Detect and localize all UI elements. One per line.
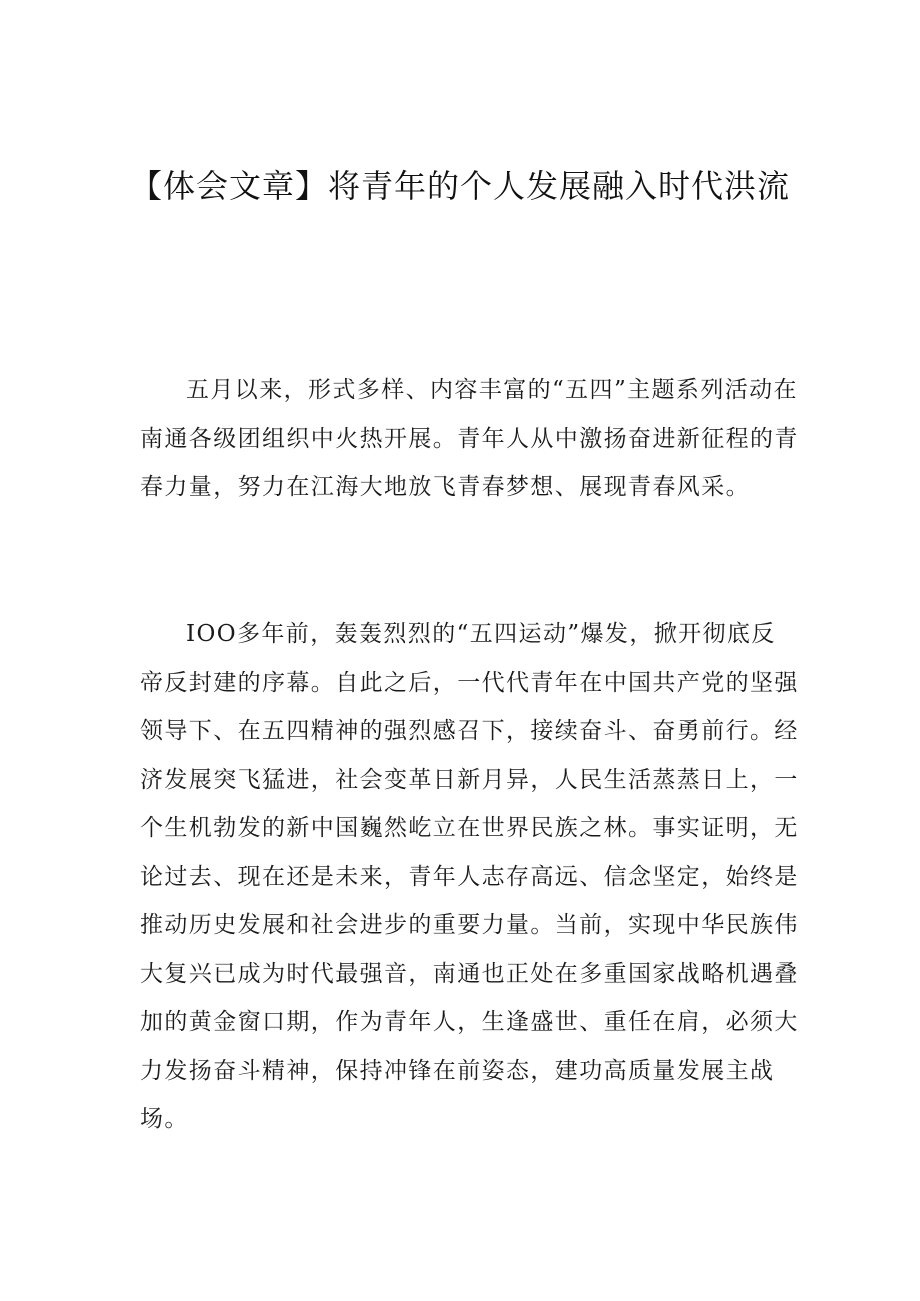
article-title: 【体会文章】将青年的个人发展融入时代洪流: [130, 167, 791, 205]
paragraph-history: IOO多年前，轰轰烈烈的“五四运动”爆发，掀开彻底反帝反封建的序幕。自此之后，一代代青年在中国共产党的坚强领导下、在五四精神的强烈感召下，接续奋斗、奋勇前行。经济发展突飞猛进，社会变革日新月异，人民生活蒸蒸日上，一个生机勃发的新中国巍然屹立在世界民族之林。事实证明，无论过去、现在还是未来，青年人志存高远、信念坚定，始终是推动历史发展和社会进步的重要力量。当前，实现中华民族伟大复兴已成为时代最强音，南通也正处在多重国家战略机遇叠加的黄金窗口期，作为青年人，生逢盛世、重任在肩，必须大力发扬奋斗精神，保持冲锋在前姿态，建功高质量发展主战场。: [140, 621, 799, 1132]
paragraph-intro: 五月以来，形式多样、内容丰富的“五四”主题系列活动在南通各级团组织中火热开展。青年人从中激扬奋进新征程的青春力量，努力在江海大地放飞青春梦想、展现青春风采。: [140, 377, 799, 500]
